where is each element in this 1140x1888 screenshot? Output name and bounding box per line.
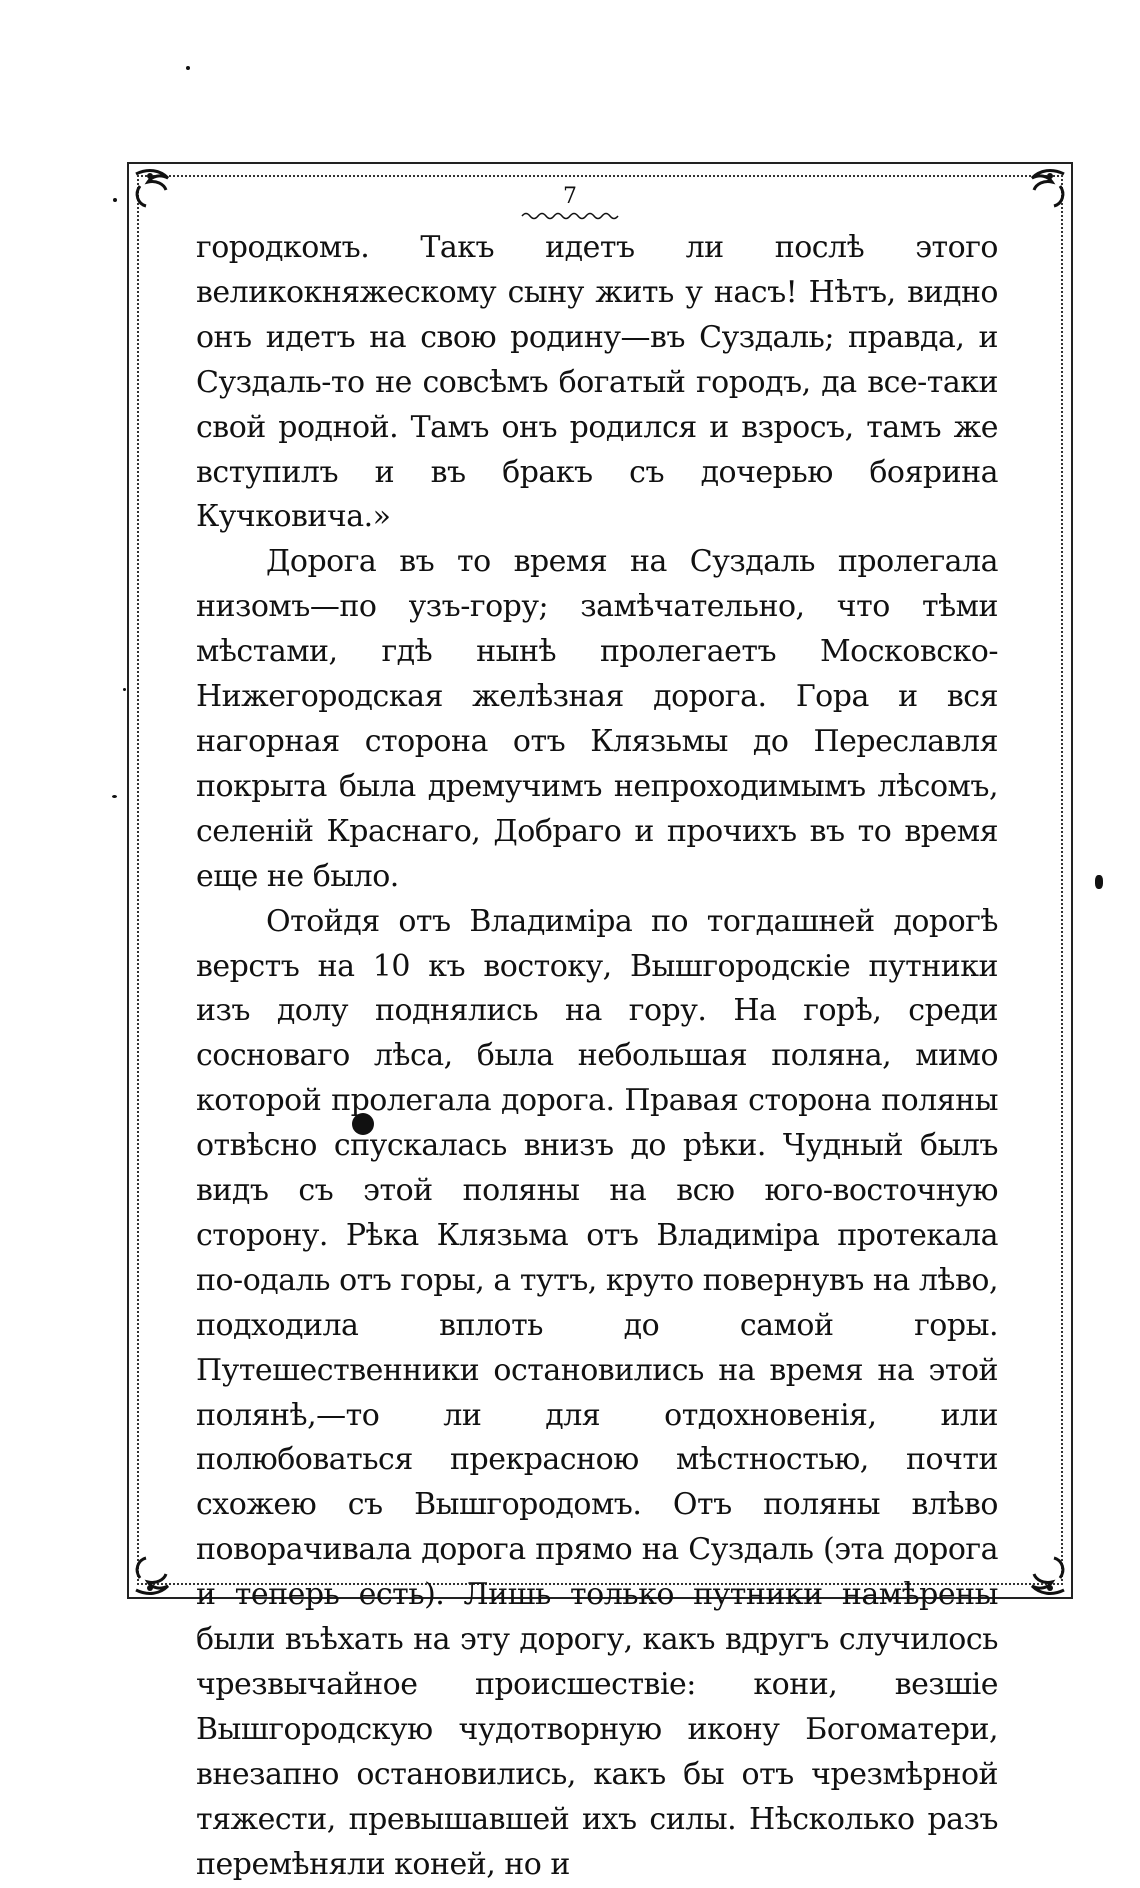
paragraph: Отойдя отъ Владимiра по тогдашней дорогѣ верстъ на 10 къ востоку, Вышгородскiе путники изъ долу поднялись на гору. На горѣ, среди сосноваго лѣса, была небольшая поляна, мимо которой пролегала дорога. Правая сторона поляны отвѣсно спускалась внизъ до рѣки. Чудный былъ видъ съ этой поляны на всю юго-восточную сторону. Рѣка Клязьма отъ Владимiра протекала по-одаль отъ горы, а тутъ, круто повернувъ на лѣво, подходила вплоть до самой горы. Путешественники остановились на время на этой полянѣ,—то ли для отдохновенiя, или полюбоваться прекрасною мѣстностью, почти схожею съ Вышгородомъ. Отъ поляны влѣво поворачивала дорога прямо на Суздаль (эта дорога и теперь есть). Лишь только путники намѣрены были въѣхать на эту дорогу, какъ вдругъ случилось чрезвычайное происшествiе: кони, везшiе Вышгородскую чудотворную икону Богоматери, внезапно остановились, какъ бы отъ чрезмѣрной тяжести, превышавшей ихъ силы. Нѣсколько разъ перемѣняли коней, но и bbox=[196, 903, 998, 1882]
ink-speck bbox=[113, 198, 117, 202]
corner-ornament-icon bbox=[130, 166, 210, 226]
page-body-text bbox=[196, 226, 998, 1888]
ink-speck bbox=[186, 66, 190, 70]
ink-speck bbox=[1095, 875, 1103, 889]
ink-speck bbox=[112, 795, 117, 798]
paragraph: городкомъ. Такъ идетъ ли послѣ этого великокняжескому сыну жить у насъ! Нѣтъ, видно онъ идетъ на свою родину—въ Суздаль; правда, и Суздаль-то не совсѣмъ богатый городъ, да все-таки свой родной. Тамъ онъ родился и взросъ, тамъ же вступилъ и въ бракъ съ дочерью боярина Кучковича.» bbox=[196, 230, 998, 535]
ink-speck bbox=[123, 688, 126, 691]
page-number: 7 bbox=[563, 184, 577, 209]
paragraph: Дорога въ то время на Суздаль пролегала низомъ—по узъ-гору; замѣчательно, что тѣми мѣстами, гдѣ нынѣ пролегаетъ Московско-Нижегородская желѣзная дорога. Гора и вся нагорная сторона отъ Клязьмы до Переславля покрыта была дремучимъ непроходимымъ лѣсомъ, селенiй Краснаго, Добраго и прочихъ въ то время еще не было. bbox=[196, 544, 998, 894]
wavy-rule-icon bbox=[520, 210, 620, 222]
corner-ornament-icon bbox=[990, 166, 1070, 226]
corner-ornament-icon bbox=[990, 1538, 1070, 1598]
